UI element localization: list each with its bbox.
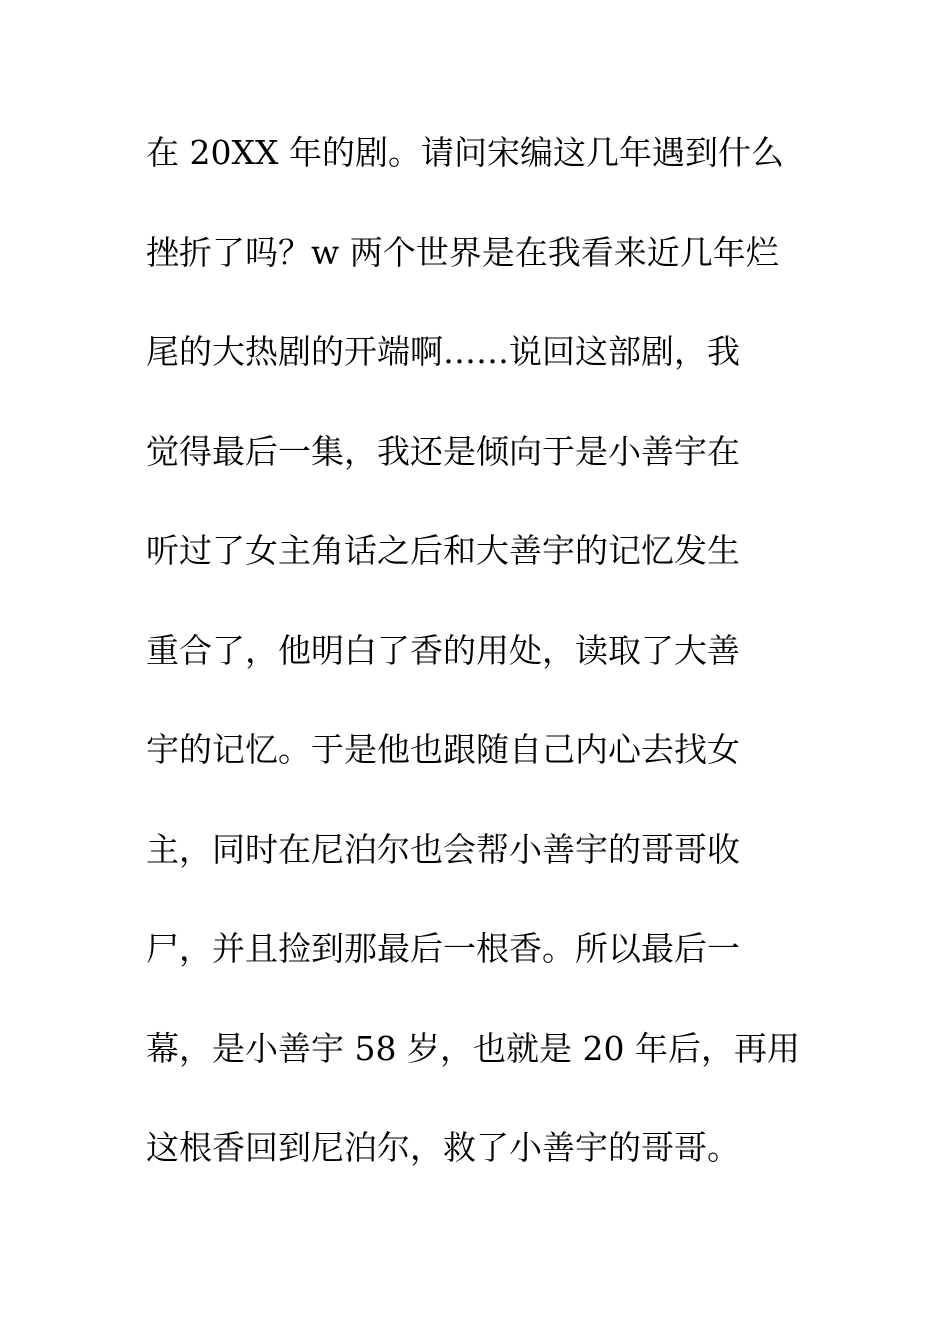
text-line: 主，同时在尼泊尔也会帮小善宇的哥哥收: [146, 829, 740, 869]
text-line: 幕，是小善宇 58 岁，也就是 20 年后，再用: [146, 1028, 800, 1068]
text-line: 在 20XX 年的剧。请问宋编这几年遇到什么: [146, 133, 784, 172]
text-line: 尾的大热剧的开端啊……说回这部剧，我: [146, 332, 740, 371]
text-line: 听过了女主角话之后和大善宇的记忆发生: [146, 531, 740, 570]
text-line: 觉得最后一集，我还是倾向于是小善宇在: [146, 431, 740, 471]
text-line: 重合了，他明白了香的用处，读取了大善: [146, 630, 740, 670]
text-line: 挫折了吗？w 两个世界是在我看来近几年烂: [146, 232, 779, 272]
body-text: [146, 124, 826, 1219]
text-line: 尸，并且捡到那最后一根香。所以最后一: [146, 929, 740, 968]
text-line: 这根香回到尼泊尔，救了小善宇的哥哥。: [146, 1128, 740, 1167]
text-line: 宇的记忆。于是他也跟随自己内心去找女: [146, 730, 740, 769]
